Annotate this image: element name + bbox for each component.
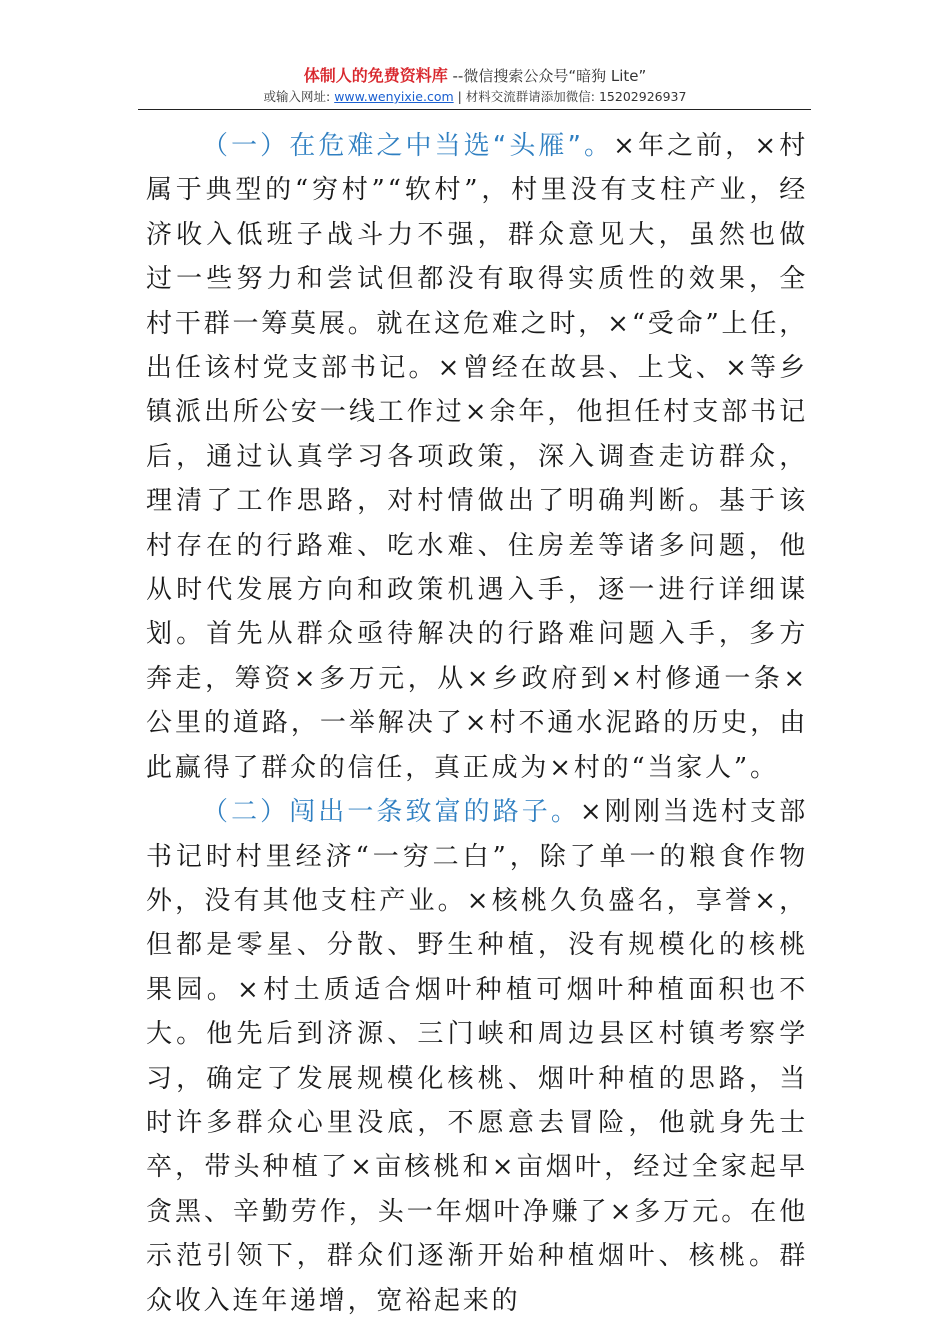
section-heading-1: （一）在危难之中当选“头雁”。 <box>202 131 614 161</box>
section-heading-2: （二）闯出一条致富的路子。 <box>202 797 580 828</box>
header-subtitle: --微信搜索公众号“暗狗 Lite” <box>447 67 647 85</box>
contact-info: | 材料交流群请添加微信: 15202926937 <box>453 89 687 104</box>
paragraph-2-text: ×刚刚当选村支部书记时村里经济“一穷二白”，除了单一的粮食作物外，没有其他支柱产业。×核桃久负盛名，享誉×，但都是零星、分散、野生种植，没有规模化的核桃果园。×村土质适合烟叶种植可烟叶种植面积也不大。他先后到济源、三门峡和周边县区村镇考察学习，确定了发展规模化核桃、烟叶种植的思路，当时许多群众心里没底，不愿意去冒险，他就身先士卒，带头种植了×亩核桃和×亩烟叶，经过全家起早贪黑、辛勤劳作，头一年烟叶净赚了×多万元。在他示范引领下，群众们逐渐开始种植烟叶、核桃。群众收入连年递增，宽裕起来的 <box>146 797 808 1316</box>
header-divider <box>138 109 811 110</box>
document-body <box>146 124 808 1323</box>
header-contact-line <box>0 88 950 106</box>
paragraph-1-text: ×年之前，×村属于典型的“穷村”“软村”，村里没有支柱产业，经济收入低班子战斗力不强，群众意见大，虽然也做过一些努力和尝试但都没有取得实质性的效果，全村干群一筹莫展。就在这危难之时，×“受命”上任，出任该村党支部书记。×曾经在故县、上戈、×等乡镇派出所公安一线工作过×余年，他担任村支部书记后，通过认真学习各项政策，深入调查走访群众，理清了工作思路，对村情做出了明确判断。基于该村存在的行路难、吃水难、住房差等诸多问题，他从时代发展方向和政策机遇入手，逐一进行详细谋划。首先从群众亟待解决的行路难问题入手，多方奔走，筹资×多万元，从×乡政府到×村修通一条×公里的道路，一举解决了×村不通水泥路的历史，由此赢得了群众的信任，真正成为×村的“当家人”。 <box>146 131 808 783</box>
header-title-line <box>0 66 950 86</box>
paragraph-2 <box>146 790 808 1323</box>
brand-title: 体制人的免费资料库 <box>303 66 448 85</box>
url-prefix: 或输入网址: <box>263 89 335 104</box>
paragraph-1 <box>146 124 808 790</box>
page-header <box>0 66 950 106</box>
website-link[interactable]: www.wenyixie.com <box>334 89 454 104</box>
